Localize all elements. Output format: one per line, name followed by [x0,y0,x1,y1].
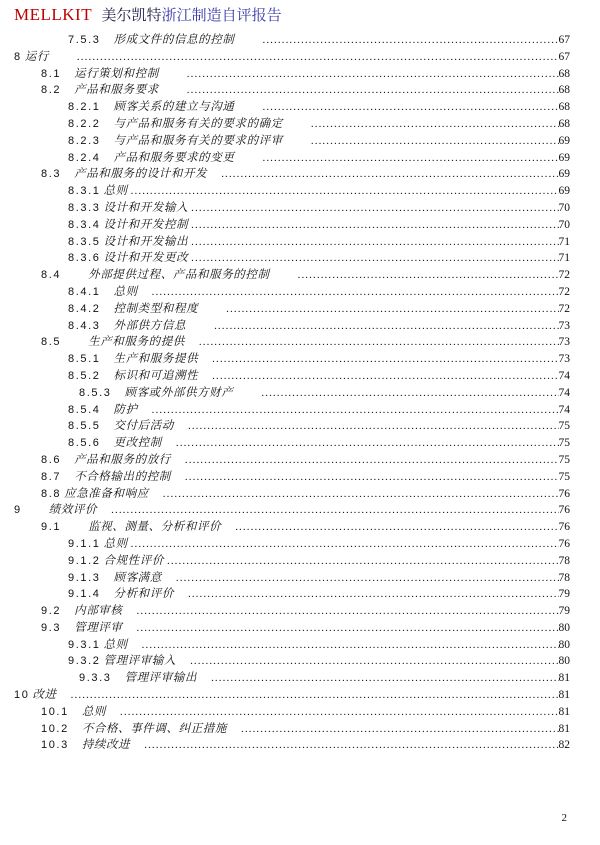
toc-entry-title: 外部提供过程、产品和服务的控制 [88,269,270,282]
toc-entry-title: 设计和开发输入 [103,201,189,214]
toc-entry[interactable] [14,300,570,317]
toc-entry-title: 更改控制 [113,437,162,450]
toc-entry-page: 68 [558,101,570,114]
toc-entry[interactable] [14,233,570,250]
toc-entry-page: 70 [558,201,570,214]
toc-entry-number: 8.4 [41,269,62,282]
toc-entry-page: 72 [558,269,570,282]
toc-entry-number: 8.5.5 [68,420,101,433]
toc-entry-title: 产品和服务要求的变更 [113,151,235,164]
toc-entry-page: 68 [558,84,570,97]
toc-entry-number: 9.1.4 [68,588,101,601]
toc-entry-number: 8.5.6 [68,437,101,450]
toc-entry-number: 8.3.3 [68,201,101,214]
toc-entry-title: 管理评审输出 [124,672,198,685]
toc-entry-number: 8.4.2 [68,302,101,315]
toc-entry-page: 76 [558,537,570,550]
dot-leader [187,84,559,96]
toc-entry-page: 81 [558,672,570,685]
toc-entry-title: 不合格、事件调、纠正措施 [81,722,228,735]
toc-entry-page: 72 [558,302,570,315]
toc-entry-title: 总则 [113,285,138,298]
toc-entry-page: 73 [558,353,570,366]
toc-entry-number: 10.1 [41,705,69,718]
toc-entry-title: 总则 [103,638,128,651]
toc-entry-number: 8.5.2 [68,369,101,382]
toc-entry-number: 8 [14,50,22,63]
toc-entry-page: 67 [558,34,570,46]
toc-entry-title: 顾客满意 [113,571,162,584]
dot-leader [131,185,559,197]
toc-entry-page: 79 [558,605,570,618]
toc-entry-number: 7.5.3 [68,34,101,46]
toc-entry-title: 应急准备和响应 [64,487,149,500]
toc-entry-number: 8.6 [41,453,62,466]
toc-entry[interactable] [14,669,570,686]
toc-entry-number: 10.3 [41,739,69,752]
toc-entry[interactable] [14,518,570,535]
toc-entry[interactable] [14,619,570,636]
toc-entry[interactable] [14,485,570,502]
toc-entry-number: 9 [14,504,22,517]
toc-entry-page: 71 [558,252,570,265]
dot-leader [187,68,559,80]
toc-entry-title: 生产和服务的提供 [88,336,185,349]
toc-entry-title: 产品和服务的设计和开发 [74,168,208,181]
toc-entry[interactable] [14,149,570,166]
toc-entry-number: 9.2 [41,605,62,618]
dot-leader [176,437,559,449]
toc-entry[interactable] [14,132,570,149]
toc-entry-number: 8.5 [41,336,62,349]
toc-entry-title: 产品和服务的放行 [74,453,171,466]
toc-entry-page: 79 [558,588,570,601]
toc-entry-number: 8.7 [41,470,62,483]
dot-leader [188,420,559,432]
toc-entry-page: 82 [558,739,570,752]
toc-entry-title: 绩效评价 [48,504,98,517]
toc-entry-page: 69 [558,151,570,164]
toc-entry-page: 81 [558,705,570,718]
toc-entry-title: 持续改进 [81,739,131,752]
toc-entry[interactable] [14,266,570,283]
toc-entry-title: 形成文件的信息的控制 [113,34,235,46]
toc-entry[interactable] [14,384,570,401]
toc-entry-number: 10.2 [41,722,69,735]
toc-entry[interactable] [14,350,570,367]
toc-entry-page: 75 [558,470,570,483]
toc-entry-page: 81 [558,689,570,702]
toc-entry-title: 与产品和服务有关的要求的评审 [113,134,283,147]
dot-leader [190,655,558,667]
dot-leader [152,404,559,416]
toc-entry[interactable] [14,434,570,451]
dot-leader [144,739,558,751]
toc-entry-title: 与产品和服务有关的要求的确定 [113,117,283,130]
toc-entry[interactable] [14,216,570,233]
toc-entry-title: 不合格输出的控制 [74,470,171,483]
toc-entry-title: 设计和开发输出 [103,235,189,248]
toc-entry-page: 68 [558,117,570,130]
toc-entry[interactable] [14,283,570,300]
toc-entry-number: 8.5.3 [79,386,112,399]
toc-entry-number: 9.3.1 [68,638,101,651]
dot-leader [185,454,559,466]
toc-entry-page: 67 [558,50,570,63]
toc-entry[interactable] [14,317,570,334]
toc-entry-number: 8.5.4 [68,403,101,416]
dot-leader [211,672,558,684]
toc-entry-title: 管理评审 [74,621,123,634]
toc-entry[interactable] [14,401,570,418]
toc-entry-page: 69 [558,168,570,181]
dot-leader [262,34,558,46]
toc-entry-number: 9.1.3 [68,571,101,584]
dot-leader [137,605,559,617]
dot-leader [163,488,559,500]
toc-entry[interactable] [14,81,570,98]
toc-entry[interactable] [14,98,570,115]
toc-entry-title: 总则 [81,705,107,718]
toc-entry-page: 78 [558,571,570,584]
dot-leader [137,622,559,634]
toc-entry-page: 76 [558,504,570,517]
dot-leader [188,588,559,600]
dot-leader [71,689,559,701]
toc-entry-number: 8.1 [41,67,62,80]
dot-leader [176,572,559,584]
dot-leader [235,521,558,533]
toc-entry[interactable] [14,249,570,266]
toc-entry-title: 设计和开发控制 [103,218,189,231]
toc-entry-number: 8.3.4 [68,218,101,231]
toc-entry[interactable] [14,501,570,518]
dot-leader [191,202,558,214]
toc-entry-title: 管理评审输入 [103,655,177,668]
brand-logo-text: MELLKIT [14,5,93,24]
dot-leader [311,135,559,147]
toc-entry-page: 74 [558,369,570,382]
toc-entry-title: 顾客关系的建立与沟通 [113,101,235,114]
toc-entry-title: 标识和可追溯性 [113,369,199,382]
dot-leader [298,269,559,281]
dot-leader [111,504,558,516]
toc-entry-title: 合规性评价 [103,554,164,567]
toc-entry-number: 8.5.1 [68,353,101,366]
dot-leader [212,353,558,365]
toc-entry-page: 74 [558,386,570,399]
toc-entry-number: 10 [14,689,30,702]
toc-entry-number: 9.1.1 [68,537,101,550]
toc-entry-title: 内部审核 [74,605,123,618]
dot-leader [241,723,558,735]
dot-leader [191,219,558,231]
dot-leader [191,252,558,264]
toc-entry-page: 75 [558,420,570,433]
dot-leader [262,152,558,164]
toc-entry-page: 71 [558,235,570,248]
toc-entry-number: 9.1.2 [68,554,101,567]
toc-entry[interactable] [14,367,570,384]
toc-entry-page: 75 [558,453,570,466]
toc-entry-title: 顾客或外部供方财产 [124,386,234,399]
toc-entry-page: 80 [558,655,570,668]
toc-entry-title: 控制类型和程度 [113,302,199,315]
toc-entry-title: 运行策划和控制 [74,67,159,80]
toc-entry[interactable] [14,468,570,485]
dot-leader [185,471,559,483]
toc-entry[interactable] [14,165,570,182]
toc-entry-title: 运行 [24,50,49,63]
toc-entry[interactable] [14,720,570,737]
toc-entry[interactable] [14,686,570,703]
dot-leader [131,538,559,550]
dot-leader [212,370,558,382]
toc-entry-title: 改进 [32,689,57,702]
toc-entry-number: 9.3 [41,621,62,634]
toc-entry-title: 设计和开发更改 [103,252,189,265]
toc-entry-title: 总则 [103,537,128,550]
toc-entry-page: 70 [558,218,570,231]
toc-entry-page: 73 [558,319,570,332]
toc-entry-title: 分析和评价 [113,588,174,601]
toc-entry-page: 75 [558,437,570,450]
toc-entry[interactable] [14,48,570,65]
toc-entry-number: 8.4.1 [68,285,101,298]
page-number: 2 [561,812,567,824]
header-company-name: 美尔凯特 [101,7,162,24]
toc-entry-title: 外部供方信息 [113,319,187,332]
toc-entry[interactable] [14,602,570,619]
toc-entry-page: 78 [558,554,570,567]
toc-entry-number: 8.8 [41,487,62,500]
dot-leader [311,118,559,130]
toc-entry[interactable] [14,417,570,434]
toc-entry[interactable] [14,115,570,132]
toc-entry[interactable] [14,182,570,199]
toc-entry[interactable] [14,703,570,720]
toc-entry-number: 9.1 [41,521,62,534]
toc-entry-number: 8.2.1 [68,101,101,114]
page-header [14,5,282,26]
toc-entry-page: 68 [558,67,570,80]
toc-entry-title: 总则 [103,185,128,198]
toc-entry-page: 80 [558,638,570,651]
toc-entry-number: 8.2 [41,84,62,97]
dot-leader [167,555,559,567]
dot-leader [152,286,559,298]
toc-entry-page: 73 [558,336,570,349]
toc-entry[interactable] [14,636,570,653]
toc-entry[interactable] [14,569,570,586]
toc-entry-number: 8.3.5 [68,235,101,248]
toc-entry-title: 交付后活动 [113,420,174,433]
toc-entry[interactable] [14,333,570,350]
dot-leader [226,303,558,315]
toc-entry-number: 8.4.3 [68,319,101,332]
toc-entry-number: 9.3.2 [68,655,101,668]
toc-entry-title: 防护 [113,403,138,416]
toc-entry-page: 80 [558,621,570,634]
toc-entry-number: 8.3.1 [68,185,101,198]
toc-entry-page: 69 [558,185,570,198]
dot-leader [214,320,558,332]
toc-entry-number: 9.3.3 [79,672,112,685]
table-of-contents [14,31,570,753]
toc-entry[interactable] [14,552,570,569]
toc-entry-page: 76 [558,521,570,534]
toc-entry-number: 8.3 [41,168,62,181]
dot-leader [221,168,558,180]
toc-entry-number: 8.2.3 [68,134,101,147]
dot-leader [262,101,558,113]
dot-leader [191,236,558,248]
toc-entry-number: 8.3.6 [68,252,101,265]
toc-entry-number: 8.2.2 [68,117,101,130]
toc-entry[interactable] [14,451,570,468]
dot-leader [261,387,558,399]
toc-entry[interactable] [14,199,570,216]
toc-entry[interactable] [14,585,570,602]
toc-entry-page: 69 [558,134,570,147]
toc-entry-number: 8.2.4 [68,151,101,164]
dot-leader [199,336,559,348]
toc-entry-page: 74 [558,403,570,416]
toc-entry[interactable] [14,736,570,753]
toc-entry-title: 生产和服务提供 [113,353,199,366]
dot-leader [77,51,559,63]
toc-entry-page: 76 [558,487,570,500]
dot-leader [142,639,559,651]
header-report-title: 浙江制造自评报告 [161,7,282,24]
toc-entry-page: 81 [558,722,570,735]
toc-entry[interactable] [14,535,570,552]
toc-entry[interactable] [14,652,570,669]
toc-entry-title: 监视、测量、分析和评价 [88,521,222,534]
toc-entry-title: 产品和服务要求 [74,84,159,97]
toc-entry[interactable] [14,65,570,82]
toc-entry[interactable] [14,31,570,48]
toc-entry-page: 72 [558,285,570,298]
dot-leader [120,706,558,718]
